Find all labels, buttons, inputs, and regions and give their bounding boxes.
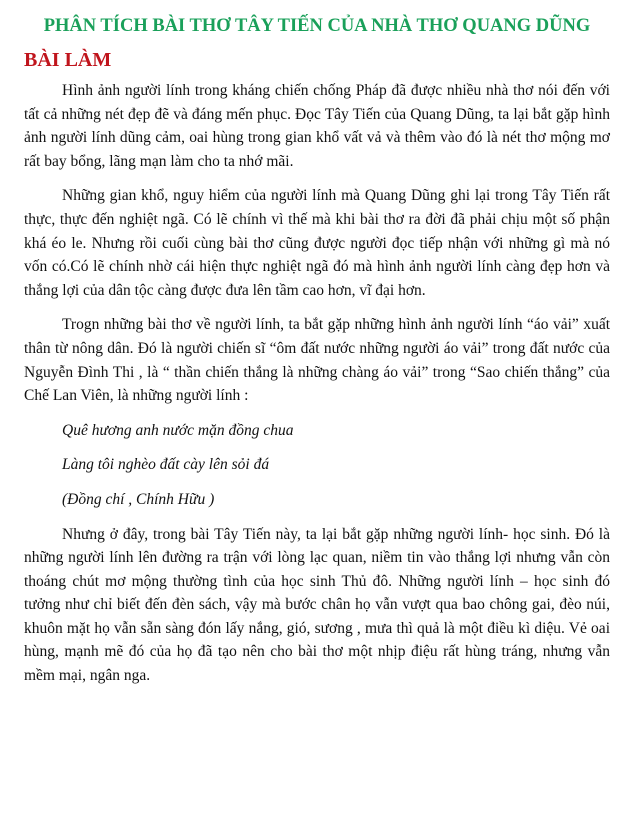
poem-line-1: Quê hương anh nước mặn đồng chua bbox=[62, 421, 294, 439]
section-heading: BÀI LÀM bbox=[24, 49, 112, 71]
body-paragraph-2: Những gian khổ, nguy hiểm của người lính mà Quang Dũng ghi lại trong Tây Tiến rất thực, thực đến nghiệt ngã. Có lẽ chính vì thế mà khi bài thơ ra đời đã phải chịu một số phận khá éo le. Nhưng rồi cuối cùng bài thơ cũng được người đọc tiếp nhận với những gì mà nó vốn có.Có lẽ chính nhờ cái hiện thực nghiệt ngã đó mà hình ảnh người lính càng đẹp hơn và thắng lợi của dân tộc càng được đưa lên tầm cao hơn, vĩ đại hơn. bbox=[24, 187, 610, 299]
document-title: PHÂN TÍCH BÀI THƠ TÂY TIẾN CỦA NHÀ THƠ QUANG DŨNG bbox=[43, 16, 591, 36]
body-paragraph-3: Trogn những bài thơ về người lính, ta bắt gặp những hình ảnh người lính “áo vải” xuất thân từ nông dân. Đó là người chiến sĩ “ôm đất nước những người áo vải” trong đất nước của Nguyễn Đình Thi , là “ thần chiến thắng là những chàng áo vải” trong “Sao chiến thắng” của Chế Lan Viên, là những người lính : bbox=[24, 316, 610, 405]
poem-line-2: Làng tôi nghèo đất cày lên sỏi đá bbox=[62, 456, 270, 474]
body-paragraph-1: Hình ảnh người lính trong kháng chiến chống Pháp đã được nhiều nhà thơ nói đến với tất cả những nét đẹp đẽ và đáng mến phục. Đọc Tây Tiến của Quang Dũng, ta lại bắt gặp hình ảnh người lính dũng cảm, oai hùng trong gian khổ vất vả và thêm vào đó là nét thơ mộng mơ rất bay bổng, lãng mạn làm cho ta nhớ mãi. bbox=[24, 82, 610, 170]
poem-citation: (Đồng chí , Chính Hữu ) bbox=[62, 490, 215, 508]
body-paragraph-4: Nhưng ở đây, trong bài Tây Tiến này, ta lại bắt gặp những người lính- học sinh. Đó là những người lính lên đường ra trận với lòng lạc quan, niềm tin vào thắng lợi nhưng vẫn còn thoáng chút mơ mộng thường tình của học sinh Thủ đô. Những người lính – học sinh đó tưởng như chỉ biết đến đèn sách, vậy mà bước chân họ vẫn vượt qua bao chông gai, đèo núi, khuôn mặt họ vẫn sẵn sàng đón lấy nắng, gió, sương , mưa thì quả là một điều kì diệu. Vẻ oai hùng, mạnh mẽ đó của họ đã tạo nên cho bài thơ một nhịp điệu rất hùng tráng, nhưng vẫn mềm mại, ngân nga. bbox=[24, 525, 610, 685]
